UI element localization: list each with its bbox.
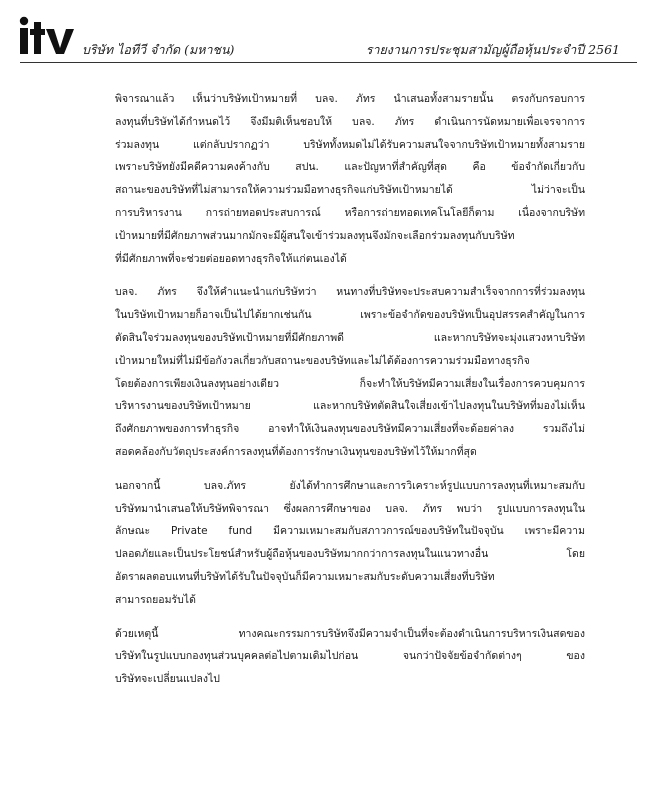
text-line: เป้าหมายใหม่ที่ไม่มีข้อกังวลเกี่ยวกับสถานะของบริษัทและไม่ได้ต้องการความร่วมมือทางธุรกิจ xyxy=(115,354,530,367)
text-line: สามารถยอมรับได้ xyxy=(115,593,196,606)
text-line: ในบริษัทเป้าหมายก็อาจเป็นไปได้ยากเช่นกัน เพราะข้อจำกัดของบริษัทเป็นอุปสรรคสำคัญในการ xyxy=(115,309,585,322)
text-line: บริษัทจะเปลี่ยนแปลงไป xyxy=(115,673,220,686)
paragraph-2 xyxy=(115,281,585,463)
text-line: โดยต้องการเพียงเงินลงทุนอย่างเดียว ก็จะทำให้บริษัทมีความเสี่ยงในเรื่องการควบคุมการ xyxy=(115,377,585,390)
text-line: นอกจากนี้ บลจ.ภัทร ยังได้ทำการศึกษาและการวิเคราะห์รูปแบบการลงทุนที่เหมาะสมกับ xyxy=(115,479,585,492)
text-line: ตัดสินใจร่วมลงทุนของบริษัทเป้าหมายที่มีศักยภาพดี และหากบริษัทจะมุ่งแสวงหาบริษัท xyxy=(115,331,585,344)
text-line: ร่วมลงทุน แต่กลับปรากฏว่า บริษัททั้งหมดไม่ได้รับความสนใจจากบริษัทเป้าหมายทั้งสามราย xyxy=(115,138,585,151)
text-line: การบริหารงาน การถ่ายทอดประสบการณ์ หรือการถ่ายทอดเทคโนโลยีก็ตาม เนื่องจากบริษัท xyxy=(115,206,585,219)
paragraph-3 xyxy=(115,475,585,612)
text-line: บลจ. ภัทร จึงให้คำแนะนำแก่บริษัทว่า หนทางที่บริษัทจะประสบความสำเร็จจากการที่ร่วมลงทุน xyxy=(115,286,585,299)
itv-logo xyxy=(18,16,80,56)
text-line: อัตราผลตอบแทนที่บริษัทได้รับในปัจจุบันก็มีความเหมาะสมกับระดับความเสี่ยงที่บริษัท xyxy=(115,570,495,583)
text-line: บริษัทมานำเสนอให้บริษัทพิจารณา ซึ่งผลการศึกษาของ บลจ. ภัทร พบว่า รูปแบบการลงทุนใน xyxy=(115,502,585,515)
text-line: ปลอดภัยและเป็นประโยชน์สำหรับผู้ถือหุ้นของบริษัทมากกว่าการลงทุนในแนวทางอื่น โดย xyxy=(115,548,585,561)
text-line: พิจารณาแล้ว เห็นว่าบริษัทเป้าหมายที่ บลจ. ภัทร นำเสนอทั้งสามรายนั้น ตรงกับกรอบการ xyxy=(115,93,585,105)
text-line: ถึงศักยภาพของการทำธุรกิจ อาจทำให้เงินลงทุนของบริษัทมีความเสี่ยงที่จะด้อยค่าลง รวมถึงไม่ xyxy=(115,423,585,436)
document-body xyxy=(115,88,585,702)
page-header xyxy=(18,12,638,64)
text-line: ลงทุนที่บริษัทได้กำหนดไว้ จึงมีมติเห็นชอบให้ บลจ. ภัทร ดำเนินการนัดหมายเพื่อเจรจาการ xyxy=(115,115,585,128)
paragraph-4 xyxy=(115,623,585,691)
text-line: เพราะบริษัทยังมีคดีความคงค้างกับ สปน. และปัญหาที่สำคัญที่สุด คือ ข้อจำกัดเกี่ยวกับ xyxy=(115,161,585,174)
report-title: รายงานการประชุมสามัญผู้ถือหุ้นประจำปี 2561 xyxy=(365,42,620,57)
text-line: ที่มีศักยภาพที่จะช่วยต่อยอดทางธุรกิจให้แก่ตนเองได้ xyxy=(115,252,347,265)
company-name: บริษัท ไอทีวี จำกัด (มหาชน) xyxy=(82,42,235,57)
text-line: สอดคล้องกับวัตถุประสงค์การลงทุนที่ต้องการรักษาเงินทุนของบริษัทไว้ให้มากที่สุด xyxy=(115,445,477,458)
text-line: สถานะของบริษัทที่ไม่สามารถให้ความร่วมมือทางธุรกิจแก่บริษัทเป้าหมายได้ ไม่ว่าจะเป็น xyxy=(115,184,585,197)
paragraph-1 xyxy=(115,88,585,270)
text-line: ด้วยเหตุนี้ ทางคณะกรรมการบริษัทจึงมีความจำเป็นที่จะต้องดำเนินการบริหารเงินสดของ xyxy=(115,627,585,640)
text-line: ลักษณะ Private fund มีความเหมาะสมกับสภาวการณ์ของบริษัทในปัจจุบัน เพราะมีความ xyxy=(115,525,585,538)
header-divider xyxy=(20,62,637,63)
text-line: บริษัทในรูปแบบกองทุนส่วนบุคคลต่อไปตามเดิมไปก่อน จนกว่าปัจจัยข้อจำกัดต่างๆ ของ xyxy=(115,650,585,663)
text-line: บริหารงานของบริษัทเป้าหมาย และหากบริษัทตัดสินใจเสี่ยงเข้าไปลงทุนในบริษัทที่มองไม่เห็น xyxy=(115,400,585,413)
text-line: เป้าหมายที่มีศักยภาพส่วนมากมักจะมีผู้สนใจเข้าร่วมลงทุนจึงมักจะเลือกร่วมลงทุนกับบริษัท xyxy=(115,229,515,242)
